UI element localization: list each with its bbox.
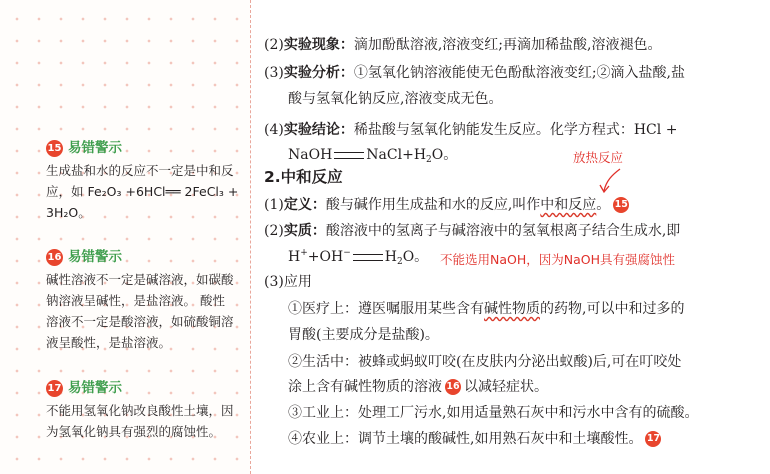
essence-line <box>264 221 680 241</box>
application-industry: ③工业上：处理工厂污水,如用适量熟石灰中和污水中含有的硫酸。 <box>288 405 699 421</box>
warning-number: 17 <box>46 380 63 397</box>
column-divider <box>250 0 251 474</box>
item-text: 以减轻症状。 <box>464 379 548 395</box>
item-number: (2) <box>264 223 284 239</box>
warning-line: 3H₂O。 <box>46 205 91 220</box>
item-text: ①医疗上：遵医嘱服用某些含有 <box>288 301 484 317</box>
item-text: 酸溶液中的氢离子与碱溶液中的氢氧根离子结合生成水,即 <box>325 223 681 239</box>
warning-15 <box>46 138 251 223</box>
warning-number: 15 <box>46 140 63 157</box>
item-label: 实验分析： <box>283 65 354 81</box>
warning-17 <box>46 378 251 442</box>
definition-line <box>264 195 632 215</box>
item-text: ④农业上：调节土壤的酸碱性,如用熟石灰中和土壤酸性。 <box>288 431 643 447</box>
item-text: 稀盐酸与氢氧化钠能发生反应。化学方程式：HCl + <box>353 122 678 138</box>
underlined-term: 碱性物质 <box>484 301 540 317</box>
warning-title: 易错警示 <box>68 139 122 156</box>
application-medical <box>288 299 684 319</box>
experiment-analysis-line-2: 酸与氢氧化钠反应,溶液变成无色。 <box>288 91 503 107</box>
warning-line: 碱性溶液不一定是碱溶液，如碳酸 <box>46 272 234 287</box>
item-text: 酸与碱作用生成盐和水的反应,叫作 <box>325 197 541 213</box>
application-medical-2: 胃酸(主要成分是盐酸)。 <box>288 327 439 343</box>
item-label: 实验现象： <box>283 37 354 53</box>
warning-title: 易错警示 <box>68 248 122 265</box>
chemical-equation <box>288 145 457 165</box>
application-heading <box>264 272 312 292</box>
underlined-term: 中和反应 <box>540 197 597 213</box>
item-text: 。 <box>596 197 611 213</box>
equals-sign <box>353 254 383 261</box>
handwritten-note-exothermic: 放热反应 <box>573 150 624 165</box>
warning-16 <box>46 247 251 353</box>
superscript: − <box>343 248 351 258</box>
warning-line: 应，如 Fe₂O₃ +6HCl══ 2FeCl₃ + <box>46 184 239 199</box>
warning-line: 液呈酸性，是盐溶液。 <box>46 335 172 350</box>
equation-part: H <box>384 249 397 265</box>
warning-line: 不能用氢氧化钠改良酸性土壤，因 <box>46 403 234 418</box>
application-agriculture <box>288 429 664 449</box>
experiment-phenomenon-line <box>264 35 661 55</box>
superscript: + <box>300 248 308 258</box>
ionic-equation <box>288 247 428 267</box>
equation-part: O。 <box>431 147 458 163</box>
equation-part: +OH <box>307 249 344 265</box>
application-daily-life: ②生活中：被蜂或蚂蚁叮咬(在皮肤内分泌出蚁酸)后,可在叮咬处 <box>288 354 682 370</box>
warning-badge: 15 <box>613 197 629 213</box>
item-label: 应用 <box>283 274 312 290</box>
item-number: (2) <box>264 37 284 53</box>
subscript: 2 <box>396 257 403 267</box>
item-number: (3) <box>264 274 284 290</box>
subscript: 2 <box>426 155 432 165</box>
equation-part: H <box>288 249 301 265</box>
item-label: 定义： <box>283 197 326 213</box>
item-text: 涂上含有碱性物质的溶液 <box>288 379 442 395</box>
equation-part: NaCl+H <box>366 147 427 163</box>
warning-badge: 17 <box>645 431 661 447</box>
warning-title: 易错警示 <box>68 379 122 396</box>
warning-line: 生成盐和水的反应不一定是中和反 <box>46 163 234 178</box>
equals-sign <box>334 152 364 159</box>
equation-part: O。 <box>402 249 429 265</box>
item-number: (4) <box>264 122 284 138</box>
experiment-conclusion-line <box>264 120 677 140</box>
warning-badge: 16 <box>445 379 461 395</box>
item-text: 的药物,可以中和过多的 <box>540 301 685 317</box>
item-number: (1) <box>264 197 284 213</box>
item-number: (3) <box>264 65 284 81</box>
item-label: 实质： <box>283 223 326 239</box>
warning-line: 钠溶液呈碱性，是盐溶液。 酸性 <box>46 293 225 308</box>
handwritten-note-naoh: 不能选用NaOH，因为NaOH具有强腐蚀性 <box>440 252 675 267</box>
warning-number: 16 <box>46 249 63 266</box>
item-text: 滴加酚酞溶液,溶液变红;再滴加稀盐酸,溶液褪色。 <box>353 37 662 53</box>
sidebar <box>0 0 250 474</box>
warning-line: 为氢氧化钠具有强烈的腐蚀性。 <box>46 424 222 439</box>
item-text: ①氢氧化钠溶液能使无色酚酞溶液变红;②滴入盐酸,盐 <box>353 65 686 81</box>
section-heading: 2.中和反应 <box>264 168 343 186</box>
experiment-analysis-line <box>264 63 685 83</box>
application-daily-life-2 <box>288 377 548 397</box>
item-label: 实验结论： <box>283 122 354 138</box>
equation-part: NaOH <box>288 147 333 163</box>
warning-line: 溶液不一定是酸溶液，如硫酸铜溶 <box>46 314 234 329</box>
handwritten-arrow <box>590 165 630 195</box>
